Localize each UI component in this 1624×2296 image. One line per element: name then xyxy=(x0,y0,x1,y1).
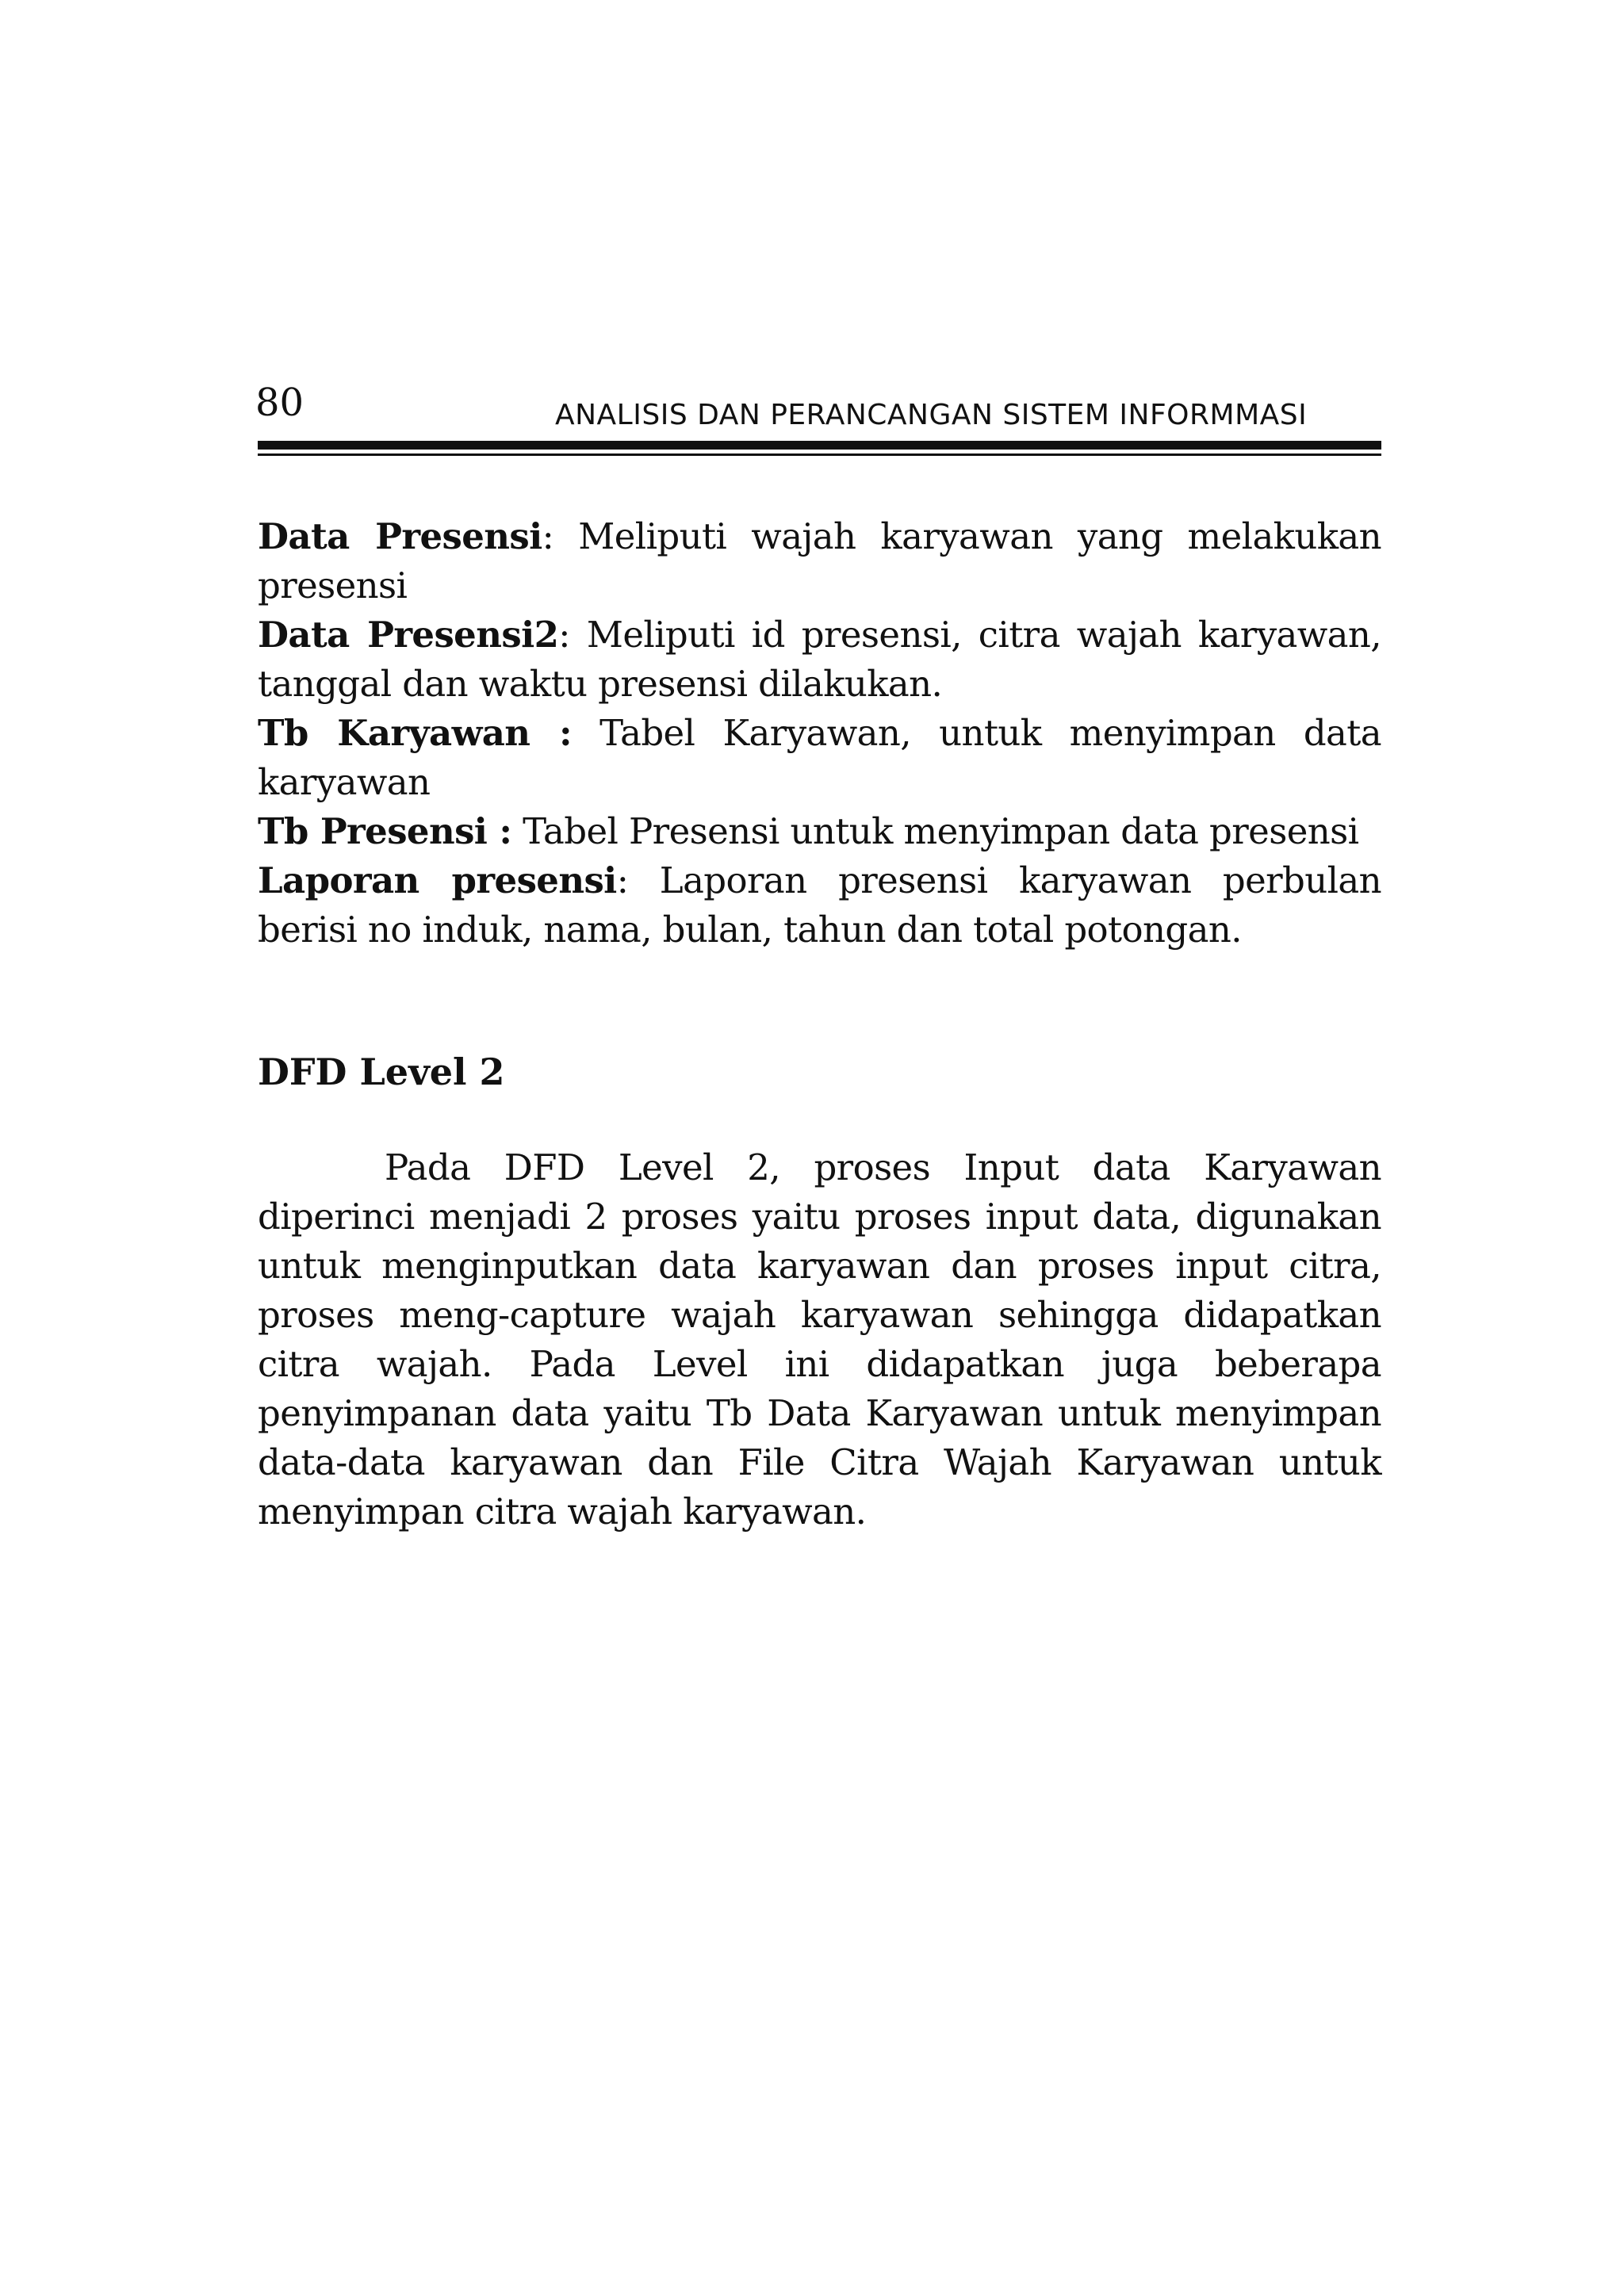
header-rule-thick xyxy=(258,441,1381,450)
header-rule-thin xyxy=(258,453,1381,456)
definition-separator: : xyxy=(558,614,587,656)
definition-term: Data Presensi2 xyxy=(258,614,559,656)
running-header-title: ANALISIS DAN PERANCANGAN SISTEM INFORMMASI xyxy=(555,399,1308,431)
definition-separator xyxy=(511,810,523,852)
definition-separator: : xyxy=(542,515,579,557)
definition-list xyxy=(258,512,1381,955)
definition-text: Laporan presensi karyawan perbulan berisi no induk, nama, bulan, tahun dan total potongan. xyxy=(258,859,1382,951)
page-number: 80 xyxy=(255,381,304,425)
definition-item xyxy=(258,807,1381,856)
definition-item xyxy=(258,610,1381,709)
definition-term: Data Presensi xyxy=(258,515,542,557)
definition-term: Tb Karyawan : xyxy=(258,712,572,754)
definition-separator: : xyxy=(616,859,660,901)
definition-item xyxy=(258,512,1381,610)
body-paragraph: Pada DFD Level 2, proses Input data Karyawan diperinci menjadi 2 proses yaitu proses input data, digunakan untuk menginputkan data karyawan dan proses input citra, proses meng-capture wajah karyawan sehingga didapatkan citra wajah. Pada Level ini didapatkan juga beberapa penyimpanan data yaitu Tb Data Karyawan untuk menyimpan data-data karyawan dan File Citra Wajah Karyawan untuk menyimpan citra wajah karyawan. xyxy=(258,1146,1381,1533)
definition-item xyxy=(258,709,1381,807)
section-body xyxy=(258,1143,1381,1536)
definition-separator xyxy=(572,712,599,754)
definition-text: Tabel Presensi untuk menyimpan data presensi xyxy=(523,810,1359,852)
definition-item xyxy=(258,856,1381,955)
definition-text: Tabel Karyawan, untuk menyimpan data karyawan xyxy=(258,712,1381,803)
definition-text: Meliputi id presensi, citra wajah karyawan, tanggal dan waktu presensi dilakukan. xyxy=(258,614,1381,705)
definition-term: Laporan presensi xyxy=(258,859,617,901)
definition-text: Meliputi wajah karyawan yang melakukan presensi xyxy=(258,515,1382,607)
section-heading: DFD Level 2 xyxy=(258,1050,505,1093)
definition-term: Tb Presensi : xyxy=(258,810,512,852)
